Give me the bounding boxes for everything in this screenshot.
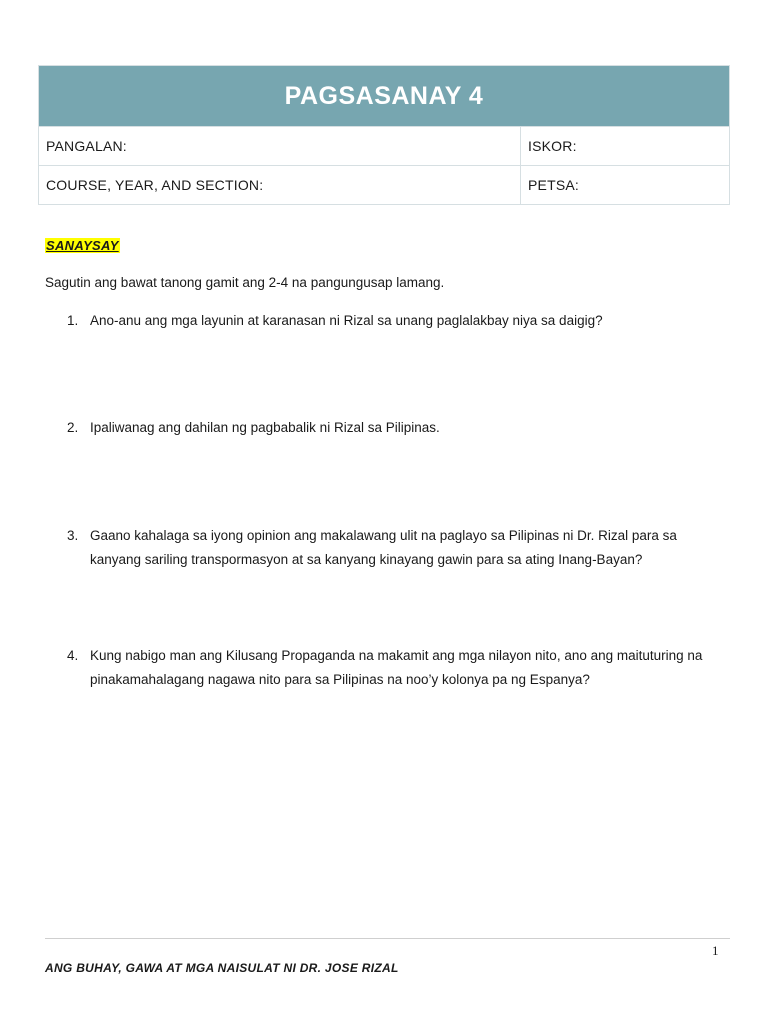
instruction-text: Sagutin ang bawat tanong gamit ang 2-4 na pangungusap lamang. [45, 275, 445, 290]
question-number: 2. [67, 420, 79, 435]
question-number: 3. [67, 528, 79, 543]
footer-divider [45, 938, 730, 939]
question-item-1 [67, 309, 727, 333]
footer-title: ANG BUHAY, GAWA AT MGA NAISULAT NI DR. JOSE RIZAL [45, 961, 399, 975]
worksheet-title: PAGSASANAY 4 [39, 66, 730, 127]
question-text: Ipaliwanag ang dahilan ng pagbabalik ni Rizal sa Pilipinas. [90, 420, 440, 435]
date-field-label: PETSA: [521, 166, 730, 205]
question-number: 1. [67, 313, 79, 328]
question-item-3 [67, 524, 727, 571]
course-field-label: COURSE, YEAR, AND SECTION: [39, 166, 521, 205]
name-field-label: PANGALAN: [39, 127, 521, 166]
question-item-4 [67, 644, 727, 691]
score-field-label: ISKOR: [521, 127, 730, 166]
question-text: Ano-anu ang mga layunin at karanasan ni Rizal sa unang paglalakbay niya sa daigig? [90, 313, 603, 328]
page-number: 1 [712, 943, 719, 958]
question-text: Gaano kahalaga sa iyong opinion ang makalawang ulit na paglayo sa Pilipinas ni Dr. Rizal para sa kanyang sariling transpormasyon at sa kanyang kinayang gawin para sa ating Inang-Bayan? [90, 528, 677, 567]
question-item-2 [67, 416, 727, 440]
section-heading: SANAYSAY [46, 238, 119, 253]
question-number: 4. [67, 648, 79, 663]
question-text: Kung nabigo man ang Kilusang Propaganda na makamit ang mga nilayon nito, ano ang maituturing na pinakamahalagang nagawa nito para sa Pilipinas na noo’y kolonya pa ng Espanya? [90, 648, 703, 687]
worksheet-header-table [38, 65, 730, 205]
